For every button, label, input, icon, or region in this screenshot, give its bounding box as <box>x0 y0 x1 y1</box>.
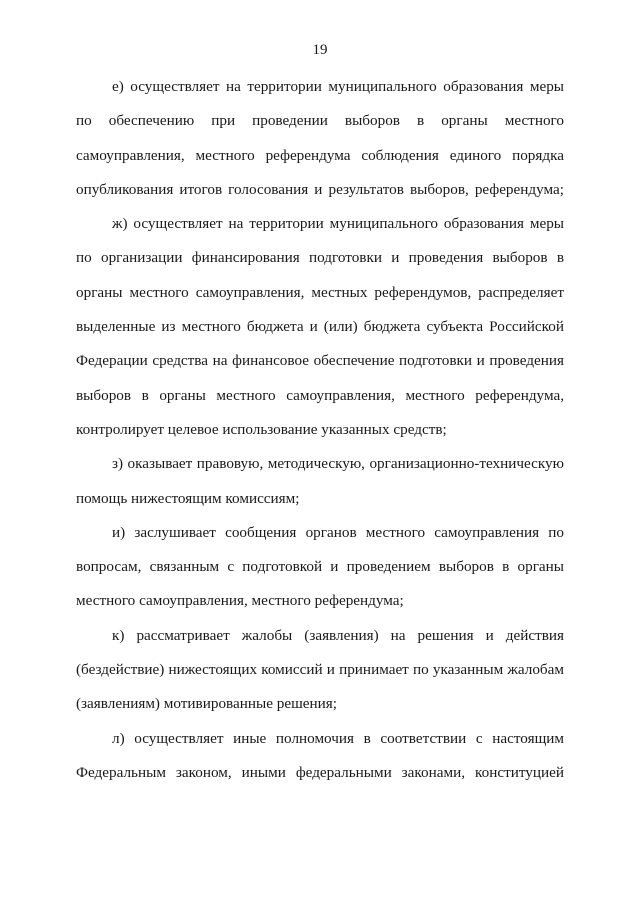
page-number: 19 <box>312 42 328 58</box>
text-line: (заявлениям) мотивированные решения; <box>76 695 337 713</box>
paragraph-i <box>76 516 564 619</box>
text-line: по обеспечению при проведении выборов в органы местного <box>76 112 564 130</box>
text-line: местного самоуправления, местного референдума; <box>76 592 404 610</box>
text-line: и) заслушивает сообщения органов местного самоуправления по <box>112 523 564 541</box>
text-line: контролирует целевое использование указанных средств; <box>76 420 447 438</box>
text-line: (бездействие) нижестоящих комиссий и принимает по указанным жалобам <box>76 661 564 679</box>
paragraph-z <box>76 447 564 516</box>
text-line: выделенные из местного бюджета и (или) бюджета субъекта Российской <box>76 318 564 336</box>
text-line: выборов в органы местного самоуправления, местного референдума, <box>76 386 564 404</box>
text-line: з) оказывает правовую, методическую, организационно-техническую <box>112 455 564 473</box>
text-line: по организации финансирования подготовки и проведения выборов в <box>76 249 564 267</box>
text-line: Федеральным законом, иными федеральными законами, конституцией <box>76 763 564 781</box>
text-line: органы местного самоуправления, местных референдумов, распределяет <box>76 283 564 301</box>
text-line: к) рассматривает жалобы (заявления) на решения и действия <box>112 626 564 644</box>
text-line: помощь нижестоящим комиссиям; <box>76 489 300 507</box>
text-line: е) осуществляет на территории муниципального образования меры <box>112 78 564 95</box>
paragraph-k <box>76 619 564 722</box>
paragraph-l <box>76 722 564 791</box>
text-line: самоуправления, местного референдума соблюдения единого порядка <box>76 146 564 164</box>
paragraph-e <box>76 70 564 207</box>
text-line: ж) осуществляет на территории муниципального образования меры <box>112 215 564 233</box>
body-text <box>76 70 564 790</box>
text-line: вопросам, связанным с подготовкой и проведением выборов в органы <box>76 558 564 576</box>
text-line: Федерации средства на финансовое обеспечение подготовки и проведения <box>76 352 564 370</box>
text-line: опубликования итогов голосования и результатов выборов, референдума; <box>76 180 564 198</box>
text-line: л) осуществляет иные полномочия в соответствии с настоящим <box>112 729 564 747</box>
paragraph-zh <box>76 207 564 447</box>
